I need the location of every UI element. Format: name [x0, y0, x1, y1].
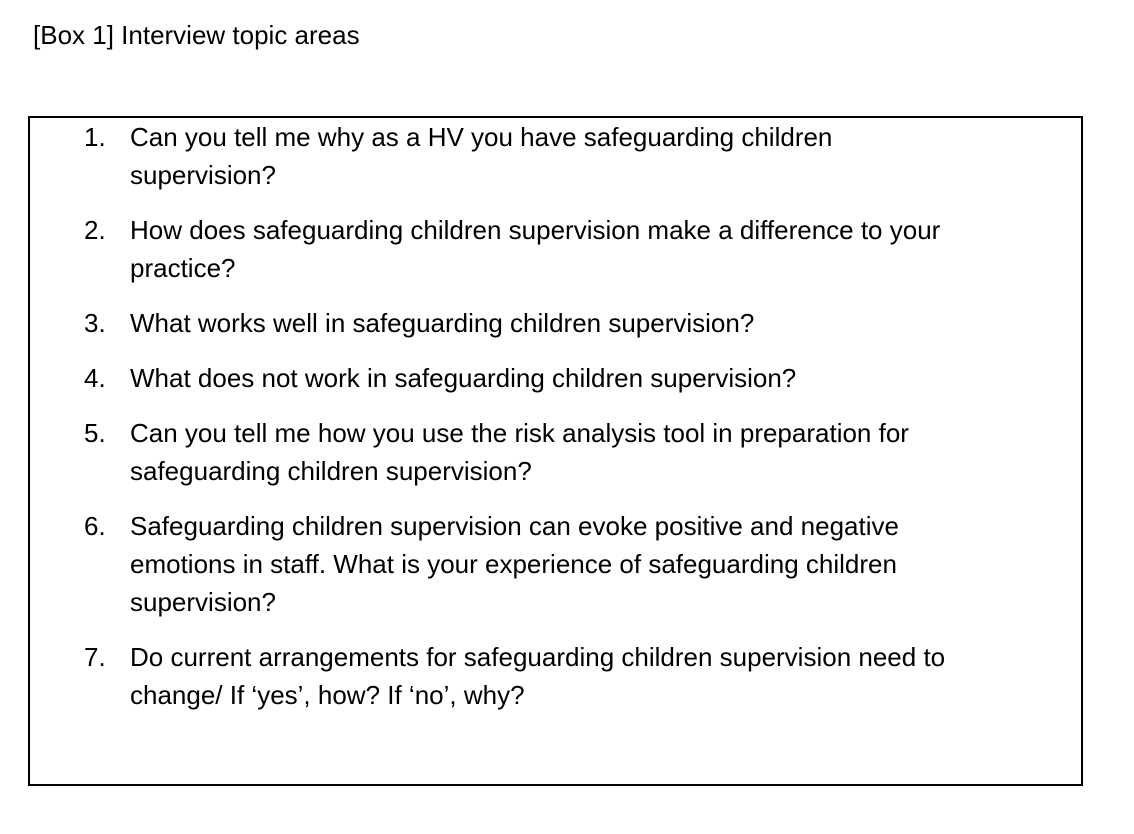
- topic-text-line: supervision?: [130, 587, 276, 617]
- interview-topics-box: [28, 116, 1083, 786]
- topic-number: 6.: [84, 511, 106, 541]
- topic-text-line: emotions in staff. What is your experience of safeguarding children: [130, 549, 897, 579]
- topic-item: [84, 359, 1044, 397]
- topic-text-line: change/ If ‘yes’, how? If ‘no’, why?: [130, 680, 525, 710]
- topic-item: [84, 211, 1044, 287]
- topic-text-line: supervision?: [130, 160, 276, 190]
- topic-text-line: What works well in safeguarding children supervision?: [130, 308, 755, 338]
- topic-text-line: practice?: [130, 253, 236, 283]
- topic-item: [84, 507, 1044, 621]
- topic-text-line: How does safeguarding children supervision make a difference to your: [130, 215, 941, 245]
- topic-number: 4.: [84, 363, 106, 393]
- topic-number: 3.: [84, 308, 106, 338]
- topic-item: [84, 638, 1044, 714]
- topic-number: 2.: [84, 215, 106, 245]
- topic-item: [84, 118, 1044, 194]
- topic-text-line: What does not work in safeguarding children supervision?: [130, 363, 797, 393]
- topic-item: [84, 304, 1044, 342]
- topic-text-line: Can you tell me why as a HV you have safeguarding children: [130, 122, 833, 152]
- topic-text-line: Do current arrangements for safeguarding children supervision need to: [130, 642, 946, 672]
- box-caption: [Box 1] Interview topic areas: [33, 20, 360, 50]
- topic-number: 5.: [84, 418, 106, 448]
- topic-text-line: Can you tell me how you use the risk analysis tool in preparation for: [130, 418, 909, 448]
- topic-number: 7.: [84, 642, 106, 672]
- topic-text-line: Safeguarding children supervision can evoke positive and negative: [130, 511, 899, 541]
- topic-text-line: safeguarding children supervision?: [130, 456, 532, 486]
- topic-number: 1.: [84, 122, 106, 152]
- topic-item: [84, 414, 1044, 490]
